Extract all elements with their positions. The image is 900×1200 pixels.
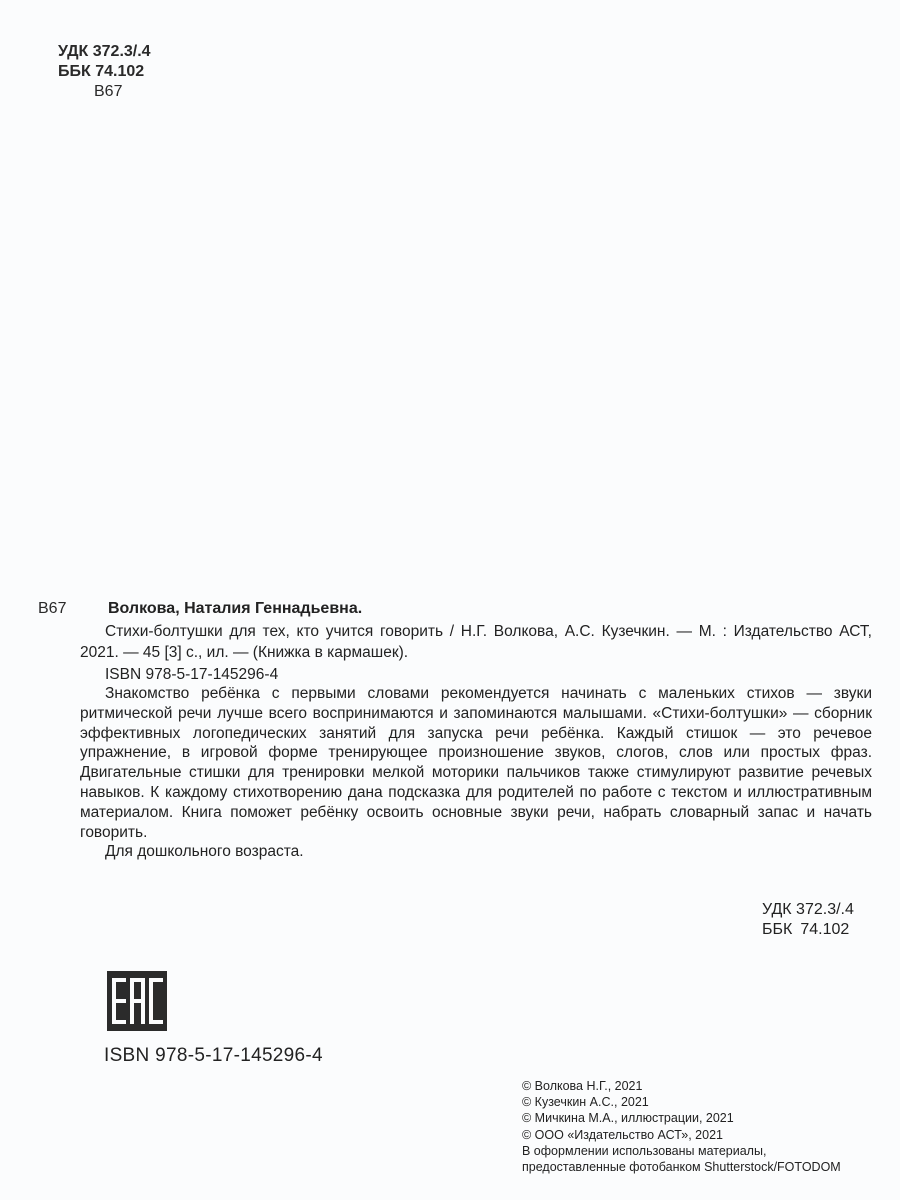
isbn-large: ISBN 978-5-17-145296-4	[104, 1045, 323, 1066]
copyright-line: © ООО «Издательство АСТ», 2021	[522, 1127, 723, 1142]
entry-title-line: Стихи-болтушки для тех, кто учится говорить / Н.Г. Волкова, А.С. Кузечкин. — М. : Издательство АСТ, 2021. — 45 [3] с., ил. — (Книжка в кармашек).	[80, 623, 872, 661]
copyright-line: предоставленные фотобанком Shutterstock/FOTODOM	[522, 1160, 841, 1175]
entry-author-mark: В67	[38, 600, 67, 617]
entry-isbn: ISBN 978-5-17-145296-4	[105, 666, 279, 683]
annotation	[80, 684, 872, 862]
copyright-line: В оформлении использованы материалы,	[522, 1143, 767, 1158]
annotation-age: Для дошкольного возраста.	[105, 843, 304, 861]
right-bbk-value: 74.102	[800, 921, 850, 938]
eac-conformity-icon	[107, 971, 167, 1031]
right-bbk-label: ББК	[762, 921, 793, 938]
top-author-mark: В67	[94, 83, 123, 100]
right-bbk	[762, 920, 854, 940]
bibliographic-entry	[80, 622, 872, 686]
top-classification-codes	[58, 42, 151, 102]
top-bbk: ББК 74.102	[58, 63, 145, 80]
top-udk: УДК 372.3/.4	[58, 43, 151, 60]
right-classification-codes	[762, 900, 854, 940]
right-udk: УДК 372.3/.4	[762, 901, 854, 918]
annotation-text: Знакомство ребёнка с первыми словами рекомендуется начинать с маленьких стихов — звуки ритмической речи лучше всего воспринимаются и запоминаются малышами. «Стихи-болтушки» — сборник эффективных логопедических занятий для запуска речи ребёнка. Каждый стишок — это речевое упражнение, в игровой форме тренирующее произношение звуков, слогов, слов или простых фраз. Двигательные стишки для тренировки мелкой моторики пальчиков также стимулируют развитие речевых навыков. К каждому стихотворению дана подсказка для родителей по работе с текстом и иллюстративным материалом. Книга поможет ребёнку освоить основные звуки речи, набрать словарный запас и начать говорить.	[80, 685, 872, 841]
copyright-line: © Мичкина М.А., иллюстрации, 2021	[522, 1111, 734, 1126]
entry-author: Волкова, Наталия Геннадьевна.	[108, 600, 363, 617]
eac-logo-graphic	[107, 971, 167, 1031]
copyright-line: © Волкова Н.Г., 2021	[522, 1079, 643, 1093]
copyright-line: © Кузечкин А.С., 2021	[522, 1095, 649, 1110]
copyright-block	[522, 1078, 841, 1175]
